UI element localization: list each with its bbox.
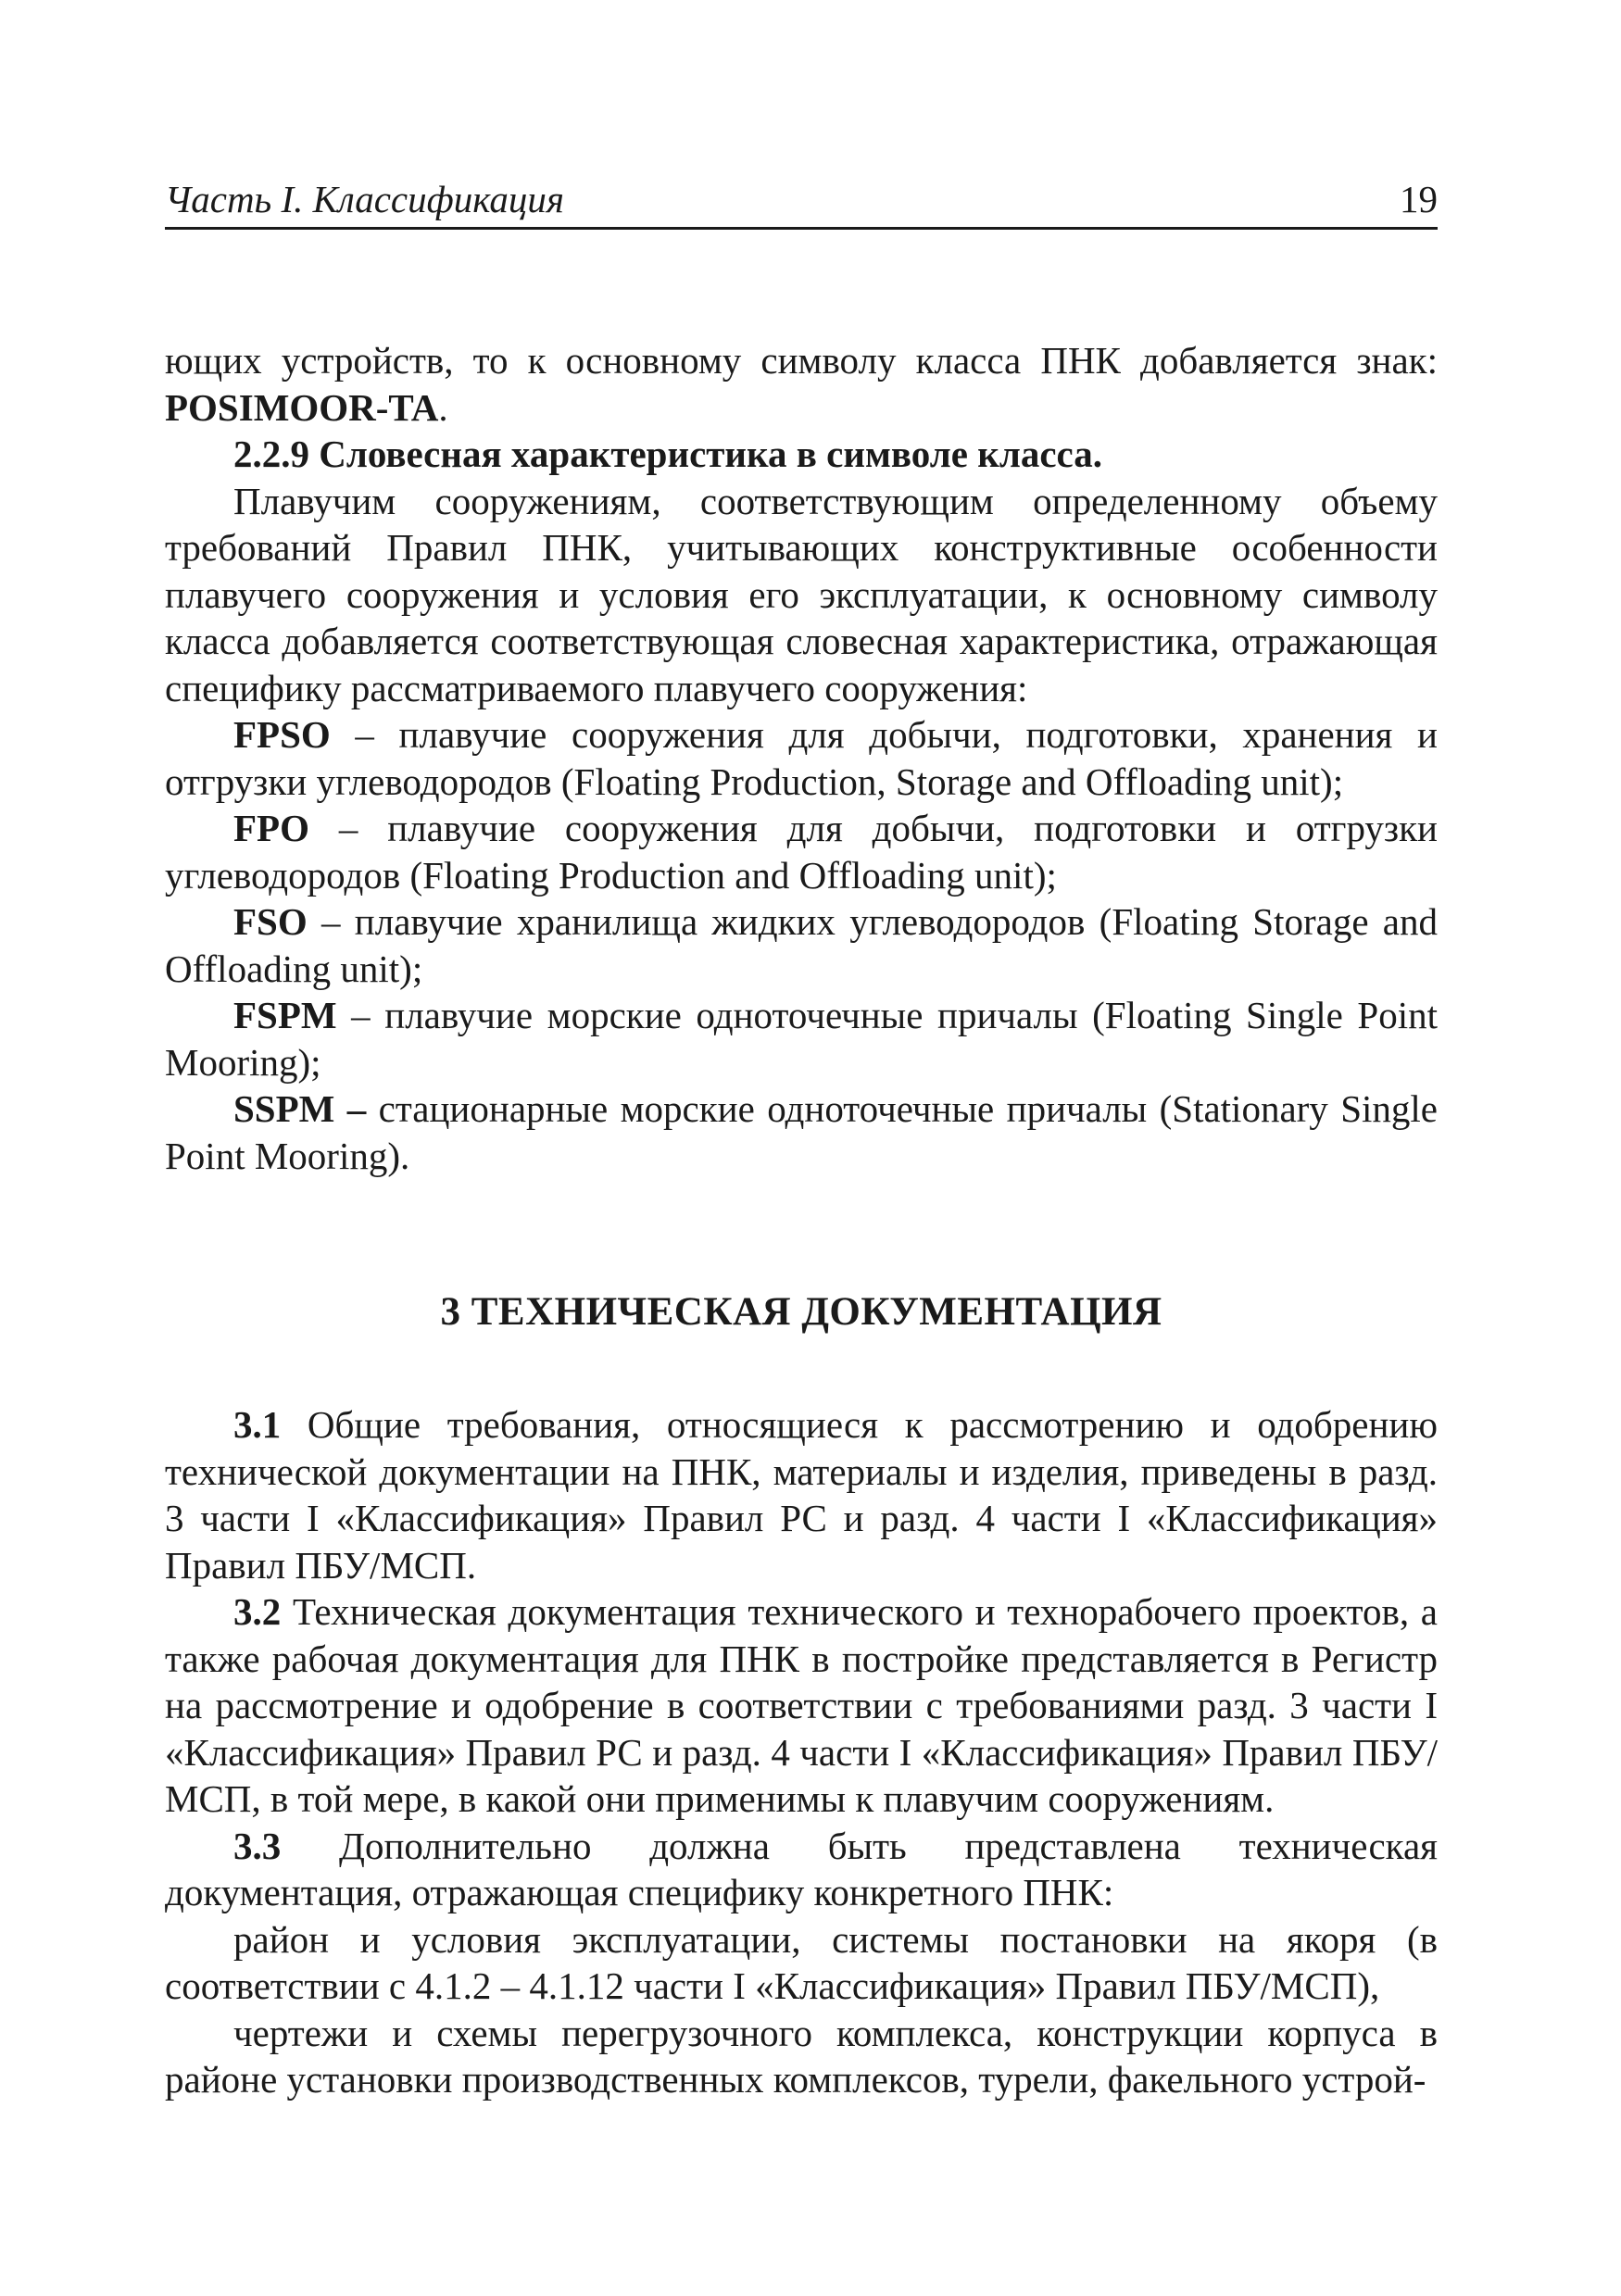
- list-item-drawings: чертежи и схемы перегрузочного комплекса, конструкции корпуса в районе установки производственных комплексов, турели, факельного устрой-: [165, 2011, 1438, 2101]
- paragraph-text: Дополнительно должна быть представлена техническая документация, отражающая специфику конкретного ПНК:: [165, 1824, 1438, 1913]
- term-fspm: [165, 992, 1438, 1085]
- paragraph-text: Техническая документация технического и технорабочего проектов, а также рабочая документация для ПНК в постройке представляется в Регистр на рассмотрение и одобрение в соответствии с требованиями разд. 3 части I «Классификация» Правил РС и разд. 4 части I «Классификация» Правил ПБУ/МСП, в той мере, в какой они применимы к плавучим сооружениям.: [165, 1590, 1438, 1820]
- term-definition: – плавучие хранилища жидких углеводородов (Floating Storage and Offloading unit);: [165, 900, 1438, 990]
- term-code: FSPM: [233, 994, 337, 1036]
- paragraph-number: 3.3: [233, 1824, 282, 1867]
- term-sspm: [165, 1085, 1438, 1179]
- paragraph-3-3: [165, 1823, 1438, 1916]
- paragraph-text: Общие требования, относящиеся к рассмотрению и одобрению технической документации на ПНК, материалы и изделия, приведены в разд. 3 части I «Классификация» Правил РС и разд. 4 части I «Классификация» Правил ПБУ/МСП.: [165, 1403, 1438, 1587]
- term-code: FSO: [233, 900, 308, 943]
- paragraph-intro: Плавучим сооружениям, соответствующим определенному объему требований Правил ПНК, учитывающих конструктивные особенности плавучего сооружения и условия его эксплуатации, к основному символу класса добавляется соответствующая словесная характеристика, отражающая специфику рассматриваемого плавучего сооружения:: [165, 479, 1438, 709]
- class-symbol-code: POSIMOOR-TA: [165, 385, 439, 429]
- running-header: [165, 176, 1438, 230]
- term-definition: стационарные морские одноточечные причалы (Stationary Single Point Mooring).: [165, 1087, 1438, 1177]
- paragraph-number: 3.2: [233, 1590, 282, 1633]
- term-code: FPO: [233, 807, 309, 849]
- term-fpo: [165, 805, 1438, 898]
- running-header-title: Часть I. Классификация: [165, 178, 564, 220]
- paragraph-number: 3.1: [233, 1403, 282, 1446]
- term-definition: – плавучие сооружения для добычи, подготовки и отгрузки углеводородов (Floating Production and Offloading unit);: [165, 807, 1438, 897]
- term-definition: – плавучие сооружения для добычи, подготовки, хранения и отгрузки углеводородов (Floating Production, Storage and Offloading unit);: [165, 713, 1438, 803]
- term-definition: – плавучие морские одноточечные причалы (Floating Single Point Mooring);: [165, 994, 1438, 1084]
- subsection-heading-2-2-9: 2.2.9 Словесная характеристика в символе класса.: [233, 433, 1102, 475]
- paragraph-continuation: [165, 337, 1438, 431]
- section-heading-3: 3 ТЕХНИЧЕСКАЯ ДОКУМЕНТАЦИЯ: [440, 1290, 1162, 1334]
- term-fso: [165, 898, 1438, 992]
- paragraph-text: ющих устройств, то к основному символу класса ПНК добавляется знак:: [165, 339, 1438, 382]
- page-number: 19: [1400, 178, 1438, 220]
- term-fpso: [165, 711, 1438, 805]
- paragraph-3-2: [165, 1588, 1438, 1823]
- list-item-operating-area: район и условия эксплуатации, системы постановки на якоря (в соответствии с 4.1.2 – 4.1.12 части I «Классификация» Правил ПБУ/МСП),: [165, 1917, 1438, 2007]
- term-code: FPSO: [233, 713, 331, 756]
- paragraph-3-1: [165, 1401, 1438, 1588]
- body-text: [165, 337, 1438, 2103]
- document-page: [165, 176, 1438, 2103]
- paragraph-end: .: [438, 385, 448, 429]
- term-code: SSPM –: [233, 1087, 367, 1130]
